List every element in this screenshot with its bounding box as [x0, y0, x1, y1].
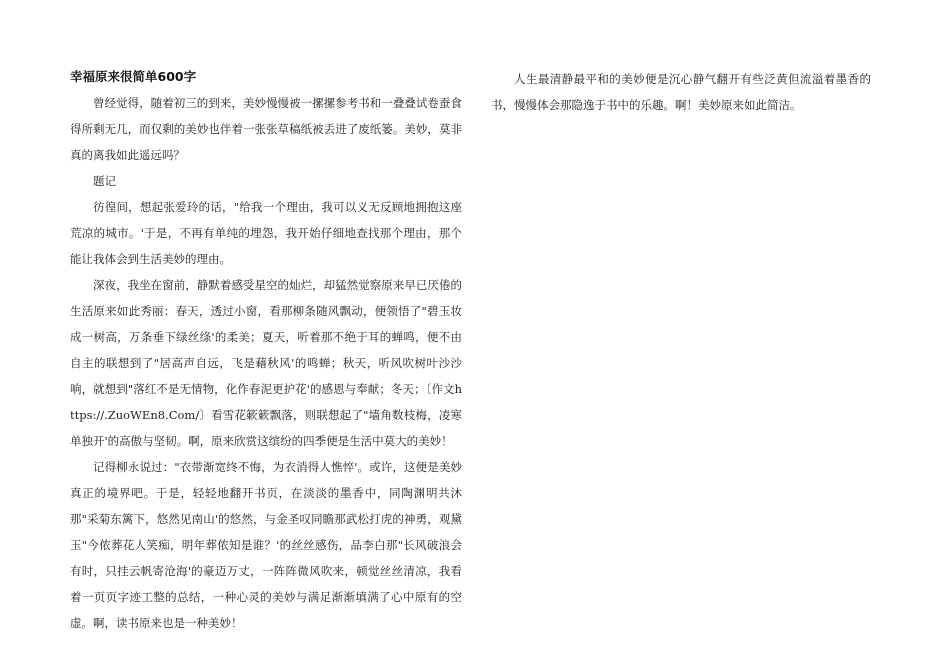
left-column: [70, 66, 462, 636]
paragraph-intro: 曾经觉得，随着初三的到来，美妙慢慢被一摞摞参考书和一叠叠试卷蚕食得所剩无几，而仅剩的美妙也伴着一张张草稿纸被丢进了废纸篓。美妙，莫非真的离我如此遥远吗？: [70, 96, 462, 162]
paragraph-reading: 记得柳永说过："衣带渐宽终不悔，为衣消得人憔悴'。或许，这便是美妙真正的境界吧。于是，轻轻地翻开书页，在淡淡的墨香中，同陶渊明共沐那"采菊东篱下，悠然见南山'的悠然，与金圣叹同瞻那武松打虎的神勇，观黛玉"今侬葬花人笑痴，明年葬侬知是谁？'的丝丝感伤，品李白那"长风破浪会有时，只挂云帆寄沧海'的豪迈万丈，一阵阵微风吹来，顿觉丝丝清凉，我看着一页页字迹工整的总结，一种心灵的美妙与满足渐渐填满了心中原有的空虚。啊，读书原来也是一种美妙！: [70, 460, 462, 630]
paragraph-epigraph-label: 题记: [93, 174, 116, 188]
right-column: [491, 66, 871, 118]
paragraph-conclusion: 人生最清静最平和的美妙便是沉心静气翻开有些泛黄但流溢着墨香的书，慢慢体会那隐逸于书中的乐趣。啊！美妙原来如此简洁。: [491, 72, 871, 112]
paragraph-four-seasons: 深夜，我坐在窗前，静默着感受星空的灿烂，却猛然觉察原来早已厌倦的生活原来如此秀丽：春天，透过小窗，看那柳条随风飘动，便领悟了"碧玉妆成一树高，万条垂下绿丝绦'的柔美；夏天，听着那不绝于耳的蝉鸣，便不由自主的联想到了"居高声自远，飞是藉秋风'的鸣蝉；秋天，听风吹树叶沙沙响，就想到"落红不是无情物，化作春泥更护花'的感恩与奉献；冬天；〔作文https://.ZuoWEn8.Com/〕看雪花簌簌飘落，则联想起了"墙角数枝梅，凌寒单独开'的高傲与坚韧。啊，原来欣赏这缤纷的四季便是生活中莫大的美妙！: [70, 278, 462, 448]
article-title: 幸福原来很简单600字: [70, 69, 197, 84]
paragraph-eileen-chang: 彷徨间，想起张爱玲的话，"给我一个理由，我可以义无反顾地拥抱这座荒凉的城市。'于是，不再有单纯的埋怨，我开始仔细地查找那个理由，那个能让我体会到生活美妙的理由。: [70, 200, 462, 266]
